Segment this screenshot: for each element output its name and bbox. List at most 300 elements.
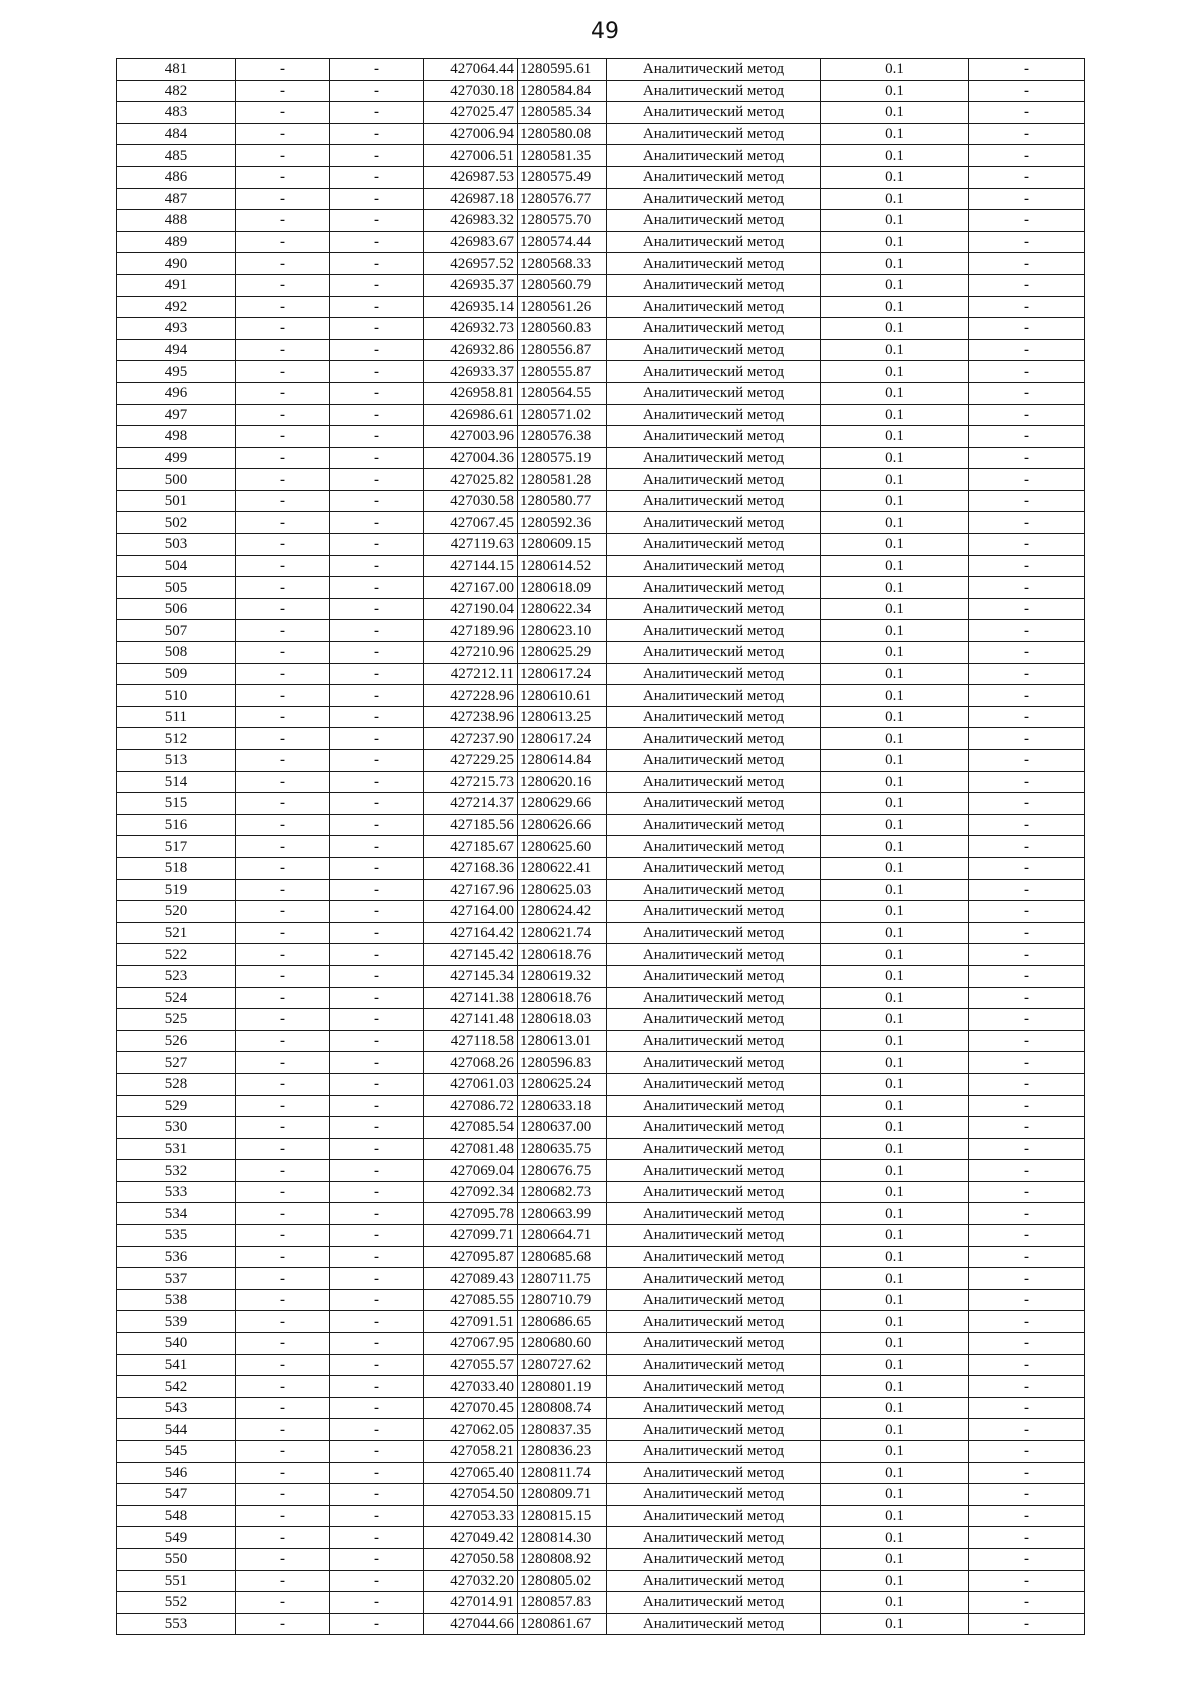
- precision-cell: 0.1: [821, 274, 969, 296]
- point-number-cell: 527: [117, 1052, 236, 1074]
- new-y-cell: 1280861.67: [518, 1613, 607, 1635]
- point-number-cell: 549: [117, 1527, 236, 1549]
- new-y-cell: 1280581.28: [518, 469, 607, 491]
- point-number-cell: 491: [117, 274, 236, 296]
- method-cell: Аналитический метод: [607, 469, 821, 491]
- new-x-cell: 426933.37: [424, 361, 518, 383]
- new-y-cell: 1280622.41: [518, 857, 607, 879]
- new-y-cell: 1280619.32: [518, 965, 607, 987]
- table-row: [117, 922, 1085, 944]
- table-row: [117, 663, 1085, 685]
- new-x-cell: 427061.03: [424, 1073, 518, 1095]
- table-row: [117, 836, 1085, 858]
- old-y-cell: -: [330, 1311, 424, 1333]
- old-x-cell: -: [236, 577, 330, 599]
- description-cell: -: [969, 1311, 1085, 1333]
- old-y-cell: -: [330, 1009, 424, 1031]
- new-x-cell: 426987.53: [424, 166, 518, 188]
- method-cell: Аналитический метод: [607, 685, 821, 707]
- table-row: [117, 750, 1085, 772]
- point-number-cell: 519: [117, 879, 236, 901]
- table-row: [117, 231, 1085, 253]
- description-cell: -: [969, 512, 1085, 534]
- old-y-cell: -: [330, 102, 424, 124]
- description-cell: -: [969, 598, 1085, 620]
- old-y-cell: -: [330, 534, 424, 556]
- precision-cell: 0.1: [821, 555, 969, 577]
- new-y-cell: 1280711.75: [518, 1268, 607, 1290]
- table-row: [117, 1052, 1085, 1074]
- old-x-cell: -: [236, 642, 330, 664]
- table-row: [117, 382, 1085, 404]
- point-number-cell: 515: [117, 793, 236, 815]
- new-x-cell: 427033.40: [424, 1376, 518, 1398]
- precision-cell: 0.1: [821, 620, 969, 642]
- method-cell: Аналитический метод: [607, 123, 821, 145]
- old-x-cell: -: [236, 598, 330, 620]
- method-cell: Аналитический метод: [607, 663, 821, 685]
- point-number-cell: 525: [117, 1009, 236, 1031]
- new-y-cell: 1280614.84: [518, 750, 607, 772]
- point-number-cell: 507: [117, 620, 236, 642]
- old-x-cell: -: [236, 123, 330, 145]
- table-row: [117, 771, 1085, 793]
- old-y-cell: -: [330, 1289, 424, 1311]
- method-cell: Аналитический метод: [607, 793, 821, 815]
- description-cell: -: [969, 685, 1085, 707]
- description-cell: -: [969, 1419, 1085, 1441]
- method-cell: Аналитический метод: [607, 965, 821, 987]
- new-y-cell: 1280814.30: [518, 1527, 607, 1549]
- table-row: [117, 145, 1085, 167]
- old-y-cell: -: [330, 361, 424, 383]
- precision-cell: 0.1: [821, 1462, 969, 1484]
- new-y-cell: 1280836.23: [518, 1441, 607, 1463]
- precision-cell: 0.1: [821, 1030, 969, 1052]
- old-x-cell: -: [236, 685, 330, 707]
- method-cell: Аналитический метод: [607, 1289, 821, 1311]
- table-row: [117, 814, 1085, 836]
- method-cell: Аналитический метод: [607, 1419, 821, 1441]
- precision-cell: 0.1: [821, 1225, 969, 1247]
- new-x-cell: 427228.96: [424, 685, 518, 707]
- new-x-cell: 427237.90: [424, 728, 518, 750]
- old-x-cell: -: [236, 1311, 330, 1333]
- description-cell: -: [969, 1462, 1085, 1484]
- point-number-cell: 533: [117, 1181, 236, 1203]
- old-x-cell: -: [236, 1613, 330, 1635]
- new-x-cell: 427145.42: [424, 944, 518, 966]
- old-x-cell: -: [236, 1527, 330, 1549]
- new-y-cell: 1280805.02: [518, 1570, 607, 1592]
- point-number-cell: 516: [117, 814, 236, 836]
- old-y-cell: -: [330, 1073, 424, 1095]
- new-x-cell: 427164.42: [424, 922, 518, 944]
- point-number-cell: 552: [117, 1592, 236, 1614]
- new-x-cell: 427185.67: [424, 836, 518, 858]
- description-cell: -: [969, 1441, 1085, 1463]
- new-x-cell: 427164.00: [424, 901, 518, 923]
- new-x-cell: 427118.58: [424, 1030, 518, 1052]
- table-row: [117, 620, 1085, 642]
- old-y-cell: -: [330, 1117, 424, 1139]
- precision-cell: 0.1: [821, 750, 969, 772]
- old-x-cell: -: [236, 1030, 330, 1052]
- old-x-cell: -: [236, 469, 330, 491]
- description-cell: -: [969, 1225, 1085, 1247]
- point-number-cell: 506: [117, 598, 236, 620]
- point-number-cell: 538: [117, 1289, 236, 1311]
- point-number-cell: 526: [117, 1030, 236, 1052]
- new-y-cell: 1280809.71: [518, 1484, 607, 1506]
- new-y-cell: 1280686.65: [518, 1311, 607, 1333]
- precision-cell: 0.1: [821, 426, 969, 448]
- description-cell: -: [969, 793, 1085, 815]
- new-y-cell: 1280571.02: [518, 404, 607, 426]
- new-y-cell: 1280585.34: [518, 102, 607, 124]
- new-y-cell: 1280610.61: [518, 685, 607, 707]
- new-y-cell: 1280837.35: [518, 1419, 607, 1441]
- description-cell: -: [969, 1613, 1085, 1635]
- old-y-cell: -: [330, 1592, 424, 1614]
- table-row: [117, 253, 1085, 275]
- description-cell: -: [969, 663, 1085, 685]
- method-cell: Аналитический метод: [607, 1246, 821, 1268]
- table-row: [117, 1225, 1085, 1247]
- new-y-cell: 1280637.00: [518, 1117, 607, 1139]
- new-x-cell: 426935.14: [424, 296, 518, 318]
- precision-cell: 0.1: [821, 1419, 969, 1441]
- point-number-cell: 542: [117, 1376, 236, 1398]
- point-number-cell: 524: [117, 987, 236, 1009]
- new-y-cell: 1280575.70: [518, 210, 607, 232]
- old-y-cell: -: [330, 512, 424, 534]
- old-y-cell: -: [330, 1225, 424, 1247]
- new-x-cell: 427049.42: [424, 1527, 518, 1549]
- new-y-cell: 1280580.77: [518, 490, 607, 512]
- new-y-cell: 1280568.33: [518, 253, 607, 275]
- precision-cell: 0.1: [821, 188, 969, 210]
- old-x-cell: -: [236, 1160, 330, 1182]
- description-cell: -: [969, 469, 1085, 491]
- description-cell: -: [969, 123, 1085, 145]
- precision-cell: 0.1: [821, 1333, 969, 1355]
- old-y-cell: -: [330, 879, 424, 901]
- old-x-cell: -: [236, 1441, 330, 1463]
- precision-cell: 0.1: [821, 1505, 969, 1527]
- description-cell: -: [969, 1117, 1085, 1139]
- old-y-cell: -: [330, 382, 424, 404]
- new-x-cell: 427099.71: [424, 1225, 518, 1247]
- new-x-cell: 426987.18: [424, 188, 518, 210]
- old-y-cell: -: [330, 1527, 424, 1549]
- precision-cell: 0.1: [821, 253, 969, 275]
- new-y-cell: 1280624.42: [518, 901, 607, 923]
- old-x-cell: -: [236, 1268, 330, 1290]
- precision-cell: 0.1: [821, 534, 969, 556]
- old-y-cell: -: [330, 663, 424, 685]
- description-cell: -: [969, 922, 1085, 944]
- table-row: [117, 1095, 1085, 1117]
- precision-cell: 0.1: [821, 1160, 969, 1182]
- old-x-cell: -: [236, 339, 330, 361]
- method-cell: Аналитический метод: [607, 1354, 821, 1376]
- method-cell: Аналитический метод: [607, 771, 821, 793]
- point-number-cell: 493: [117, 318, 236, 340]
- old-x-cell: -: [236, 145, 330, 167]
- method-cell: Аналитический метод: [607, 1009, 821, 1031]
- table-row: [117, 1441, 1085, 1463]
- old-x-cell: -: [236, 965, 330, 987]
- method-cell: Аналитический метод: [607, 879, 821, 901]
- description-cell: -: [969, 1354, 1085, 1376]
- precision-cell: 0.1: [821, 469, 969, 491]
- old-x-cell: -: [236, 1203, 330, 1225]
- new-y-cell: 1280622.34: [518, 598, 607, 620]
- new-x-cell: 427144.15: [424, 555, 518, 577]
- precision-cell: 0.1: [821, 1117, 969, 1139]
- old-y-cell: -: [330, 188, 424, 210]
- method-cell: Аналитический метод: [607, 944, 821, 966]
- description-cell: -: [969, 1073, 1085, 1095]
- method-cell: Аналитический метод: [607, 1203, 821, 1225]
- point-number-cell: 537: [117, 1268, 236, 1290]
- method-cell: Аналитический метод: [607, 1570, 821, 1592]
- precision-cell: 0.1: [821, 1441, 969, 1463]
- new-y-cell: 1280618.09: [518, 577, 607, 599]
- description-cell: -: [969, 1138, 1085, 1160]
- old-y-cell: -: [330, 1160, 424, 1182]
- point-number-cell: 545: [117, 1441, 236, 1463]
- new-y-cell: 1280575.19: [518, 447, 607, 469]
- new-x-cell: 427030.18: [424, 80, 518, 102]
- precision-cell: 0.1: [821, 80, 969, 102]
- new-x-cell: 427215.73: [424, 771, 518, 793]
- precision-cell: 0.1: [821, 1354, 969, 1376]
- new-x-cell: 427032.20: [424, 1570, 518, 1592]
- old-y-cell: -: [330, 296, 424, 318]
- precision-cell: 0.1: [821, 685, 969, 707]
- new-x-cell: 427167.96: [424, 879, 518, 901]
- method-cell: Аналитический метод: [607, 814, 821, 836]
- old-x-cell: -: [236, 490, 330, 512]
- precision-cell: 0.1: [821, 1376, 969, 1398]
- old-y-cell: -: [330, 965, 424, 987]
- new-x-cell: 427054.50: [424, 1484, 518, 1506]
- table-row: [117, 1289, 1085, 1311]
- table-row: [117, 879, 1085, 901]
- description-cell: -: [969, 642, 1085, 664]
- description-cell: -: [969, 1203, 1085, 1225]
- point-number-cell: 488: [117, 210, 236, 232]
- old-x-cell: -: [236, 210, 330, 232]
- precision-cell: 0.1: [821, 663, 969, 685]
- precision-cell: 0.1: [821, 1592, 969, 1614]
- method-cell: Аналитический метод: [607, 1138, 821, 1160]
- new-y-cell: 1280613.25: [518, 706, 607, 728]
- point-number-cell: 482: [117, 80, 236, 102]
- old-y-cell: -: [330, 59, 424, 81]
- old-x-cell: -: [236, 706, 330, 728]
- old-x-cell: -: [236, 296, 330, 318]
- description-cell: -: [969, 1030, 1085, 1052]
- new-y-cell: 1280576.77: [518, 188, 607, 210]
- point-number-cell: 500: [117, 469, 236, 491]
- new-y-cell: 1280857.83: [518, 1592, 607, 1614]
- new-x-cell: 427214.37: [424, 793, 518, 815]
- old-y-cell: -: [330, 598, 424, 620]
- old-x-cell: -: [236, 1138, 330, 1160]
- new-y-cell: 1280618.76: [518, 944, 607, 966]
- description-cell: -: [969, 1009, 1085, 1031]
- method-cell: Аналитический метод: [607, 382, 821, 404]
- new-y-cell: 1280609.15: [518, 534, 607, 556]
- point-number-cell: 494: [117, 339, 236, 361]
- table-row: [117, 1613, 1085, 1635]
- old-y-cell: -: [330, 1138, 424, 1160]
- description-cell: -: [969, 339, 1085, 361]
- point-number-cell: 498: [117, 426, 236, 448]
- method-cell: Аналитический метод: [607, 80, 821, 102]
- precision-cell: 0.1: [821, 857, 969, 879]
- new-y-cell: 1280581.35: [518, 145, 607, 167]
- description-cell: -: [969, 1246, 1085, 1268]
- new-y-cell: 1280633.18: [518, 1095, 607, 1117]
- old-x-cell: -: [236, 1484, 330, 1506]
- precision-cell: 0.1: [821, 944, 969, 966]
- new-y-cell: 1280592.36: [518, 512, 607, 534]
- table-row: [117, 210, 1085, 232]
- table-row: [117, 1484, 1085, 1506]
- method-cell: Аналитический метод: [607, 1397, 821, 1419]
- new-x-cell: 427141.48: [424, 1009, 518, 1031]
- old-x-cell: -: [236, 901, 330, 923]
- old-x-cell: -: [236, 1181, 330, 1203]
- old-y-cell: -: [330, 901, 424, 923]
- old-x-cell: -: [236, 1376, 330, 1398]
- description-cell: -: [969, 318, 1085, 340]
- point-number-cell: 531: [117, 1138, 236, 1160]
- new-y-cell: 1280625.03: [518, 879, 607, 901]
- description-cell: -: [969, 404, 1085, 426]
- old-x-cell: -: [236, 166, 330, 188]
- point-number-cell: 553: [117, 1613, 236, 1635]
- description-cell: -: [969, 80, 1085, 102]
- old-y-cell: -: [330, 987, 424, 1009]
- precision-cell: 0.1: [821, 901, 969, 923]
- table-row: [117, 1009, 1085, 1031]
- precision-cell: 0.1: [821, 642, 969, 664]
- table-row: [117, 987, 1085, 1009]
- method-cell: Аналитический метод: [607, 1441, 821, 1463]
- method-cell: Аналитический метод: [607, 836, 821, 858]
- precision-cell: 0.1: [821, 512, 969, 534]
- old-y-cell: -: [330, 1030, 424, 1052]
- table-row: [117, 1246, 1085, 1268]
- precision-cell: 0.1: [821, 59, 969, 81]
- point-number-cell: 496: [117, 382, 236, 404]
- new-y-cell: 1280555.87: [518, 361, 607, 383]
- new-y-cell: 1280580.08: [518, 123, 607, 145]
- table-row: [117, 534, 1085, 556]
- point-number-cell: 505: [117, 577, 236, 599]
- description-cell: -: [969, 1376, 1085, 1398]
- old-x-cell: -: [236, 1289, 330, 1311]
- description-cell: -: [969, 901, 1085, 923]
- old-x-cell: -: [236, 922, 330, 944]
- new-x-cell: 427068.26: [424, 1052, 518, 1074]
- new-y-cell: 1280576.38: [518, 426, 607, 448]
- table-row: [117, 447, 1085, 469]
- old-x-cell: -: [236, 274, 330, 296]
- point-number-cell: 508: [117, 642, 236, 664]
- method-cell: Аналитический метод: [607, 620, 821, 642]
- table-row: [117, 1397, 1085, 1419]
- new-y-cell: 1280801.19: [518, 1376, 607, 1398]
- table-row: [117, 1419, 1085, 1441]
- precision-cell: 0.1: [821, 965, 969, 987]
- new-x-cell: 426958.81: [424, 382, 518, 404]
- new-y-cell: 1280575.49: [518, 166, 607, 188]
- table-row: [117, 965, 1085, 987]
- new-y-cell: 1280623.10: [518, 620, 607, 642]
- precision-cell: 0.1: [821, 339, 969, 361]
- old-y-cell: -: [330, 1203, 424, 1225]
- method-cell: Аналитический метод: [607, 1225, 821, 1247]
- description-cell: -: [969, 534, 1085, 556]
- method-cell: Аналитический метод: [607, 145, 821, 167]
- new-y-cell: 1280664.71: [518, 1225, 607, 1247]
- table-row: [117, 685, 1085, 707]
- old-y-cell: -: [330, 577, 424, 599]
- table-row: [117, 1462, 1085, 1484]
- method-cell: Аналитический метод: [607, 1095, 821, 1117]
- table-row: [117, 102, 1085, 124]
- precision-cell: 0.1: [821, 1073, 969, 1095]
- method-cell: Аналитический метод: [607, 642, 821, 664]
- description-cell: -: [969, 728, 1085, 750]
- new-x-cell: 427050.58: [424, 1548, 518, 1570]
- new-y-cell: 1280560.83: [518, 318, 607, 340]
- description-cell: -: [969, 750, 1085, 772]
- method-cell: Аналитический метод: [607, 1548, 821, 1570]
- new-y-cell: 1280621.74: [518, 922, 607, 944]
- description-cell: -: [969, 296, 1085, 318]
- new-x-cell: 427044.66: [424, 1613, 518, 1635]
- new-x-cell: 427085.55: [424, 1289, 518, 1311]
- precision-cell: 0.1: [821, 1181, 969, 1203]
- new-x-cell: 427095.78: [424, 1203, 518, 1225]
- method-cell: Аналитический метод: [607, 210, 821, 232]
- table-row: [117, 1311, 1085, 1333]
- coordinates-table: [116, 58, 1085, 1635]
- description-cell: -: [969, 447, 1085, 469]
- precision-cell: 0.1: [821, 1268, 969, 1290]
- point-number-cell: 495: [117, 361, 236, 383]
- old-x-cell: -: [236, 534, 330, 556]
- method-cell: Аналитический метод: [607, 1592, 821, 1614]
- method-cell: Аналитический метод: [607, 728, 821, 750]
- new-y-cell: 1280685.68: [518, 1246, 607, 1268]
- precision-cell: 0.1: [821, 1203, 969, 1225]
- point-number-cell: 544: [117, 1419, 236, 1441]
- new-y-cell: 1280808.92: [518, 1548, 607, 1570]
- old-y-cell: -: [330, 685, 424, 707]
- old-y-cell: -: [330, 123, 424, 145]
- precision-cell: 0.1: [821, 1484, 969, 1506]
- description-cell: -: [969, 361, 1085, 383]
- description-cell: -: [969, 857, 1085, 879]
